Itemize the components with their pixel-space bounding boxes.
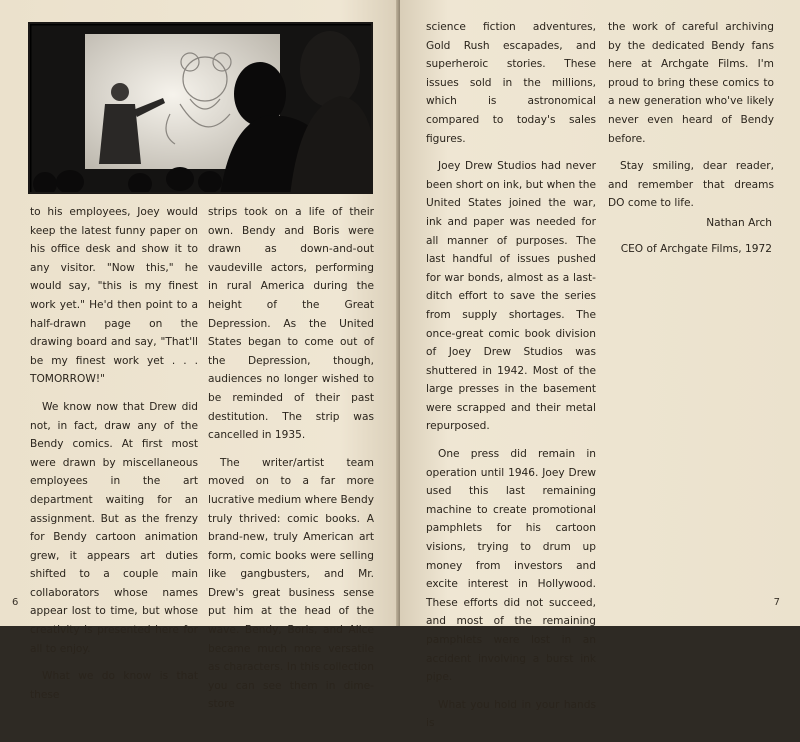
paragraph: strips took on a life of their own. Bendy and Boris were drawn as down-and-out vaudeville actors, performing in rural America during the height of the Great Depression. As the United States began to come out of the Depression, though, audiences no longer wished to be reminded of their past destitution. The strip was cancelled in 1935.: [208, 206, 374, 442]
paragraph: What you hold in your hands is: [426, 698, 596, 730]
presentation-photo: [28, 22, 373, 194]
signature-block: [608, 214, 772, 258]
paragraph: the work of careful archiving by the dedicated Bendy fans here at Archgate Films. I'm proud to bring these comics to a new generation who've likely never even heard of Bendy before.: [608, 21, 774, 145]
paragraph: science fiction adventures, Gold Rush escapades, and superheroic stories. These issues sold in the millions, which is astronomical compared to today's sales figures.: [426, 21, 596, 145]
left-column-2: [208, 203, 374, 723]
right-page: [400, 0, 800, 730]
signature-title: CEO of Archgate Films, 1972: [620, 243, 772, 255]
photo-illustration: [30, 24, 373, 194]
right-column-2: [608, 18, 774, 222]
paragraph: One press did remain in operation until 1946. Joey Drew used this last remaining machine to create promotional pamphlets for his cartoon visions, trying to drum up money from investors and excite interest in Hollywood. These efforts did not succeed, and most of the remaining pamphlets were lost in an accident involving a burst ink pipe.: [426, 448, 596, 684]
page-number-left: 6: [12, 597, 19, 608]
paragraph: What we do know is that these: [30, 670, 198, 701]
left-page: [0, 0, 400, 711]
paragraph: Stay smiling, dear reader, and remember that dreams DO come to life.: [608, 160, 774, 210]
right-column-1: [426, 18, 596, 742]
left-column-1: [30, 203, 198, 713]
paragraph: Joey Drew Studios had never been short on ink, but when the United States joined the war, ink and paper was needed for all manner of purposes. The last handful of issues pushed for war bonds, almost as a last-ditch effort to save the series from supply shortages. The once-great comic book division of Joey Drew Studios was shuttered in 1942. Most of the large presses in the basement were scrapped and their metal repurposed.: [426, 160, 596, 433]
page-number-right: 7: [773, 597, 780, 608]
paragraph: to his employees, Joey would keep the latest funny paper on his office desk and show it to any visitor. "Now this," he would say, "this is my finest work yet." He'd then point to a half-drawn page on the drawing board and say, "That'll be my finest work yet . . . TOMORROW!": [30, 206, 198, 386]
paragraph: We know now that Drew did not, in fact, draw any of the Bendy comics. At first most were drawn by miscellaneous employees in the art department waiting for an assignment. But as the frenzy for Bendy cartoon animation grew, it appears art duties shifted to a couple main collaborators whose names appear lost to time, but whose creativity is presented here for all to enjoy.: [30, 400, 198, 655]
signature-name: Nathan Arch: [706, 217, 772, 229]
paragraph: The writer/artist team moved on to a far more lucrative medium where Bendy truly thrived: comic books. A brand-new, truly American art form, comic books were selling like gangbusters, and Mr. Drew's great business sense put him at the head of the wave. Bendy, Boris, and Alice became much more versatile as characters. In this collection you can see them in dime-store: [208, 456, 374, 711]
